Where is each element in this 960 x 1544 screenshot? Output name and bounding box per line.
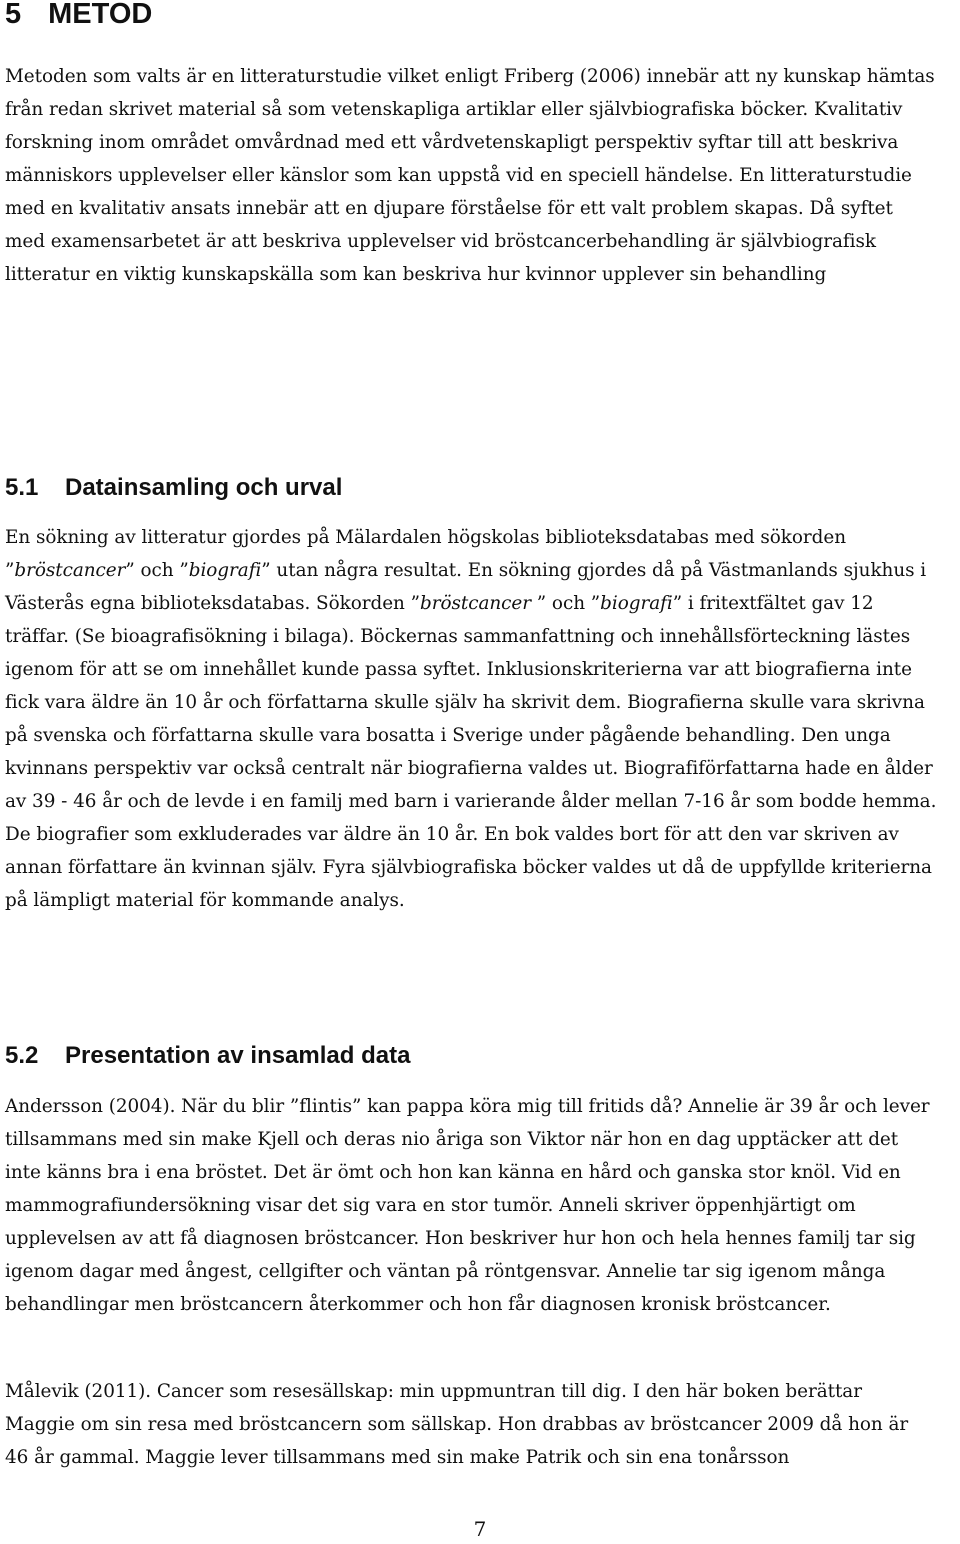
section-5-1-number: 5.1: [5, 474, 39, 501]
section-5-1-text-3: ” utan några resultat. En sökning gjordes då på Västmanlands sjukhus i Västerås egna biblioteksdatabas. Sökorden ”: [5, 560, 927, 614]
section-5-1-text-4: ” och ”: [530, 593, 601, 614]
section-5-2-number: 5.2: [5, 1042, 39, 1069]
chapter-heading: [5, 0, 152, 34]
section-5-1-paragraph: [5, 521, 937, 917]
search-term-biography-2: biografi: [600, 593, 673, 614]
chapter-number: 5: [5, 0, 22, 30]
page-number: 7: [473, 1517, 487, 1541]
section-5-2-heading: [5, 1039, 410, 1073]
section-5-1-text-2: ” och ”: [125, 560, 189, 581]
section-5-1-text-5: ” i fritextfältet gav 12 träffar. (Se bioagrafisökning i bilaga). Böckernas sammanfattning och innehållsförteckning lästes igenom för att se om innehållet kunde passa syftet. Inklusionskriterierna var att biografierna inte fick vara äldre än 10 år och författarna skulle själv ha skrivit dem. Biografierna skulle vara skrivna på svenska och författarna skulle vara bosatta i Sverige under pågående behandling. Den unga kvinnans perspektiv var också centralt när biografierna valdes ut. Biografiförfattarna hade en ålder av 39 - 46 år och de levde i en familj med barn i varierande ålder mellan 7-16 år som bodde hemma. De biografier som exkluderades var äldre än 10 år. En bok valdes bort för att den var skriven av annan författare än kvinnan själv. Fyra självbiografiska böcker valdes ut då de uppfyllde kriterierna på lämpligt material för kommande analys.: [5, 593, 937, 911]
chapter-title: METOD: [48, 0, 153, 30]
section-5-1-text-1: En sökning av litteratur gjordes på Mälardalen högskolas biblioteksdatabas med sökorden ”: [5, 527, 847, 581]
section-5-1-title: Datainsamling och urval: [65, 474, 343, 501]
section-5-2-paragraph-2: Målevik (2011). Cancer som resesällskap: min uppmuntran till dig. I den här boken berättar Maggie om sin resa med bröstcancern som sällskap. Hon drabbas av bröstcancer 2009 då hon är 46 år gammal. Maggie lever tillsammans med sin make Patrik och sin ena tonårsson: [5, 1381, 909, 1468]
section-5-1-heading: [5, 471, 342, 505]
search-term-biography: biografi: [188, 560, 262, 581]
search-term-breast-cancer-2: bröstcancer: [419, 593, 531, 614]
section-5-2-paragraph-1: Andersson (2004). När du blir ”flintis” kan pappa köra mig till fritids då? Annelie är 39 år och lever tillsammans med sin make Kjell och deras nio åriga son Viktor när hon en dag upptäcker att det inte känns bra i ena bröstet. Det är ömt och hon kan känna en hård och ganska stor knöl. Vid en mammografiundersökning visar det sig vara en stor tumör. Anneli skriver öppenhjärtigt om upplevelsen av att få diagnosen bröstcancer. Hon beskriver hur hon och hela hennes familj tar sig igenom dagar med ångest, cellgifter och väntan på röntgensvar. Annelie tar sig igenom många behandlingar men bröstcancern återkommer och hon får diagnosen kronisk bröstcancer.: [5, 1096, 930, 1315]
search-term-breast-cancer: bröstcancer: [14, 560, 126, 581]
intro-paragraph: Metoden som valts är en litteraturstudie vilket enligt Friberg (2006) innebär att ny kunskap hämtas från redan skrivet material så som vetenskapliga artiklar eller självbiografiska böcker. Kvalitativ forskning inom området omvårdnad med ett vårdvetenskapligt perspektiv syftar till att beskriva människors upplevelser eller känslor som kan uppstå vid en speciell händelse. En litteraturstudie med en kvalitativ ansats innebär att en djupare förståelse för ett valt problem skapas. Då syftet med examensarbetet är att beskriva upplevelser vid bröstcancerbehandling är självbiografisk litteratur en viktig kunskapskälla som kan beskriva hur kvinnor upplever sin behandling: [5, 66, 935, 285]
section-5-2-title: Presentation av insamlad data: [65, 1042, 411, 1069]
